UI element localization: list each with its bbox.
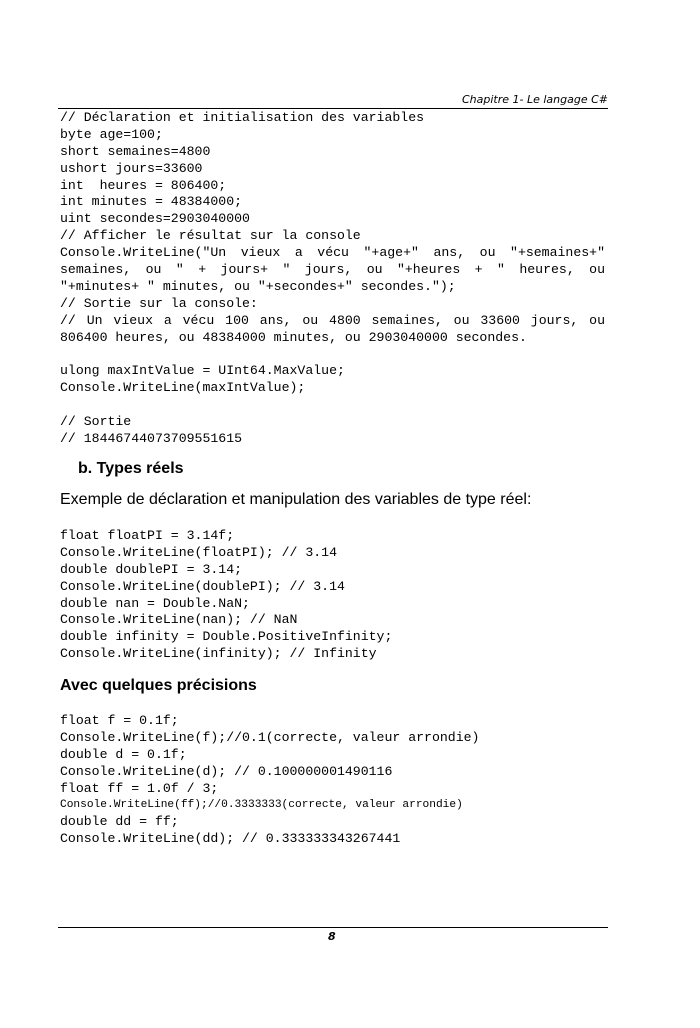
section-heading-precisions: Avec quelques précisions <box>60 677 257 694</box>
header-divider <box>58 108 608 109</box>
code-line: int minutes = 48384000; <box>60 194 243 210</box>
code-block-reals <box>60 528 605 663</box>
code-line: Console.WriteLine(ff);//0.3333333(correcte, valeur arrondie) <box>60 799 463 812</box>
code-line: float floatPI = 3.14f; <box>60 528 235 543</box>
code-line: // Sortie <box>60 414 132 430</box>
code-line: double infinity = Double.PositiveInfinity; <box>60 629 393 645</box>
code-line: float ff = 1.0f / 3; <box>60 780 219 796</box>
code-line: // Sortie sur la console: <box>60 295 258 311</box>
code-line-blank <box>60 397 605 414</box>
code-line: ushort jours=33600 <box>60 160 203 176</box>
code-line: float f = 0.1f; <box>60 713 179 728</box>
footer-divider <box>58 927 608 928</box>
code-line: double doublePI = 3.14; <box>60 561 243 577</box>
chapter-header: Chapitre 1- Le langage C# <box>461 93 608 106</box>
code-line: Console.WriteLine(dd); // 0.333333343267441 <box>60 831 401 847</box>
code-line: 806400 heures, ou 48384000 minutes, ou 2903040000 secondes. <box>60 329 527 345</box>
code-line: Console.WriteLine(maxIntValue); <box>60 380 306 396</box>
code-line: byte age=100; <box>60 126 163 142</box>
code-line: // 18446744073709551615 <box>60 430 243 446</box>
code-line: semaines, ou " + jours+ " jours, ou "+heures + " heures, ou <box>60 262 605 278</box>
code-line: Console.WriteLine(doublePI); // 3.14 <box>60 578 345 594</box>
code-line: Console.WriteLine(nan); // NaN <box>60 612 298 628</box>
code-block-precisions <box>60 713 605 848</box>
code-line: // Déclaration et initialisation des variables <box>60 110 425 125</box>
code-line: // Afficher le résultat sur la console <box>60 228 361 244</box>
code-line: double nan = Double.NaN; <box>60 595 250 611</box>
code-line: Console.WriteLine(infinity); // Infinity <box>60 646 377 662</box>
code-line: uint secondes=2903040000 <box>60 211 250 227</box>
code-block-integers <box>60 110 605 448</box>
code-line: // Un vieux a vécu 100 ans, ou 4800 semaines, ou 33600 jours, ou <box>60 312 605 328</box>
code-line: short semaines=4800 <box>60 143 211 159</box>
code-line-blank <box>60 346 605 363</box>
code-line: "+minutes+ " minutes, ou "+secondes+" secondes."); <box>60 278 456 294</box>
code-line: Console.WriteLine(d); // 0.100000001490116 <box>60 763 393 779</box>
code-line: double d = 0.1f; <box>60 746 187 762</box>
code-line: ulong maxIntValue = UInt64.MaxValue; <box>60 363 345 379</box>
code-line: Console.WriteLine("Un vieux a vécu "+age+" ans, ou "+semaines+" <box>60 245 605 261</box>
section-heading-types-reels: b. Types réels <box>78 460 184 477</box>
code-line: Console.WriteLine(f);//0.1(correcte, valeur arrondie) <box>60 729 480 745</box>
page-number: 8 <box>328 930 336 943</box>
code-line: Console.WriteLine(floatPI); // 3.14 <box>60 544 337 560</box>
code-line: double dd = ff; <box>60 814 179 830</box>
section-intro-paragraph: Exemple de déclaration et manipulation des variables de type réel: <box>60 491 532 508</box>
code-line: int heures = 806400; <box>60 177 227 193</box>
